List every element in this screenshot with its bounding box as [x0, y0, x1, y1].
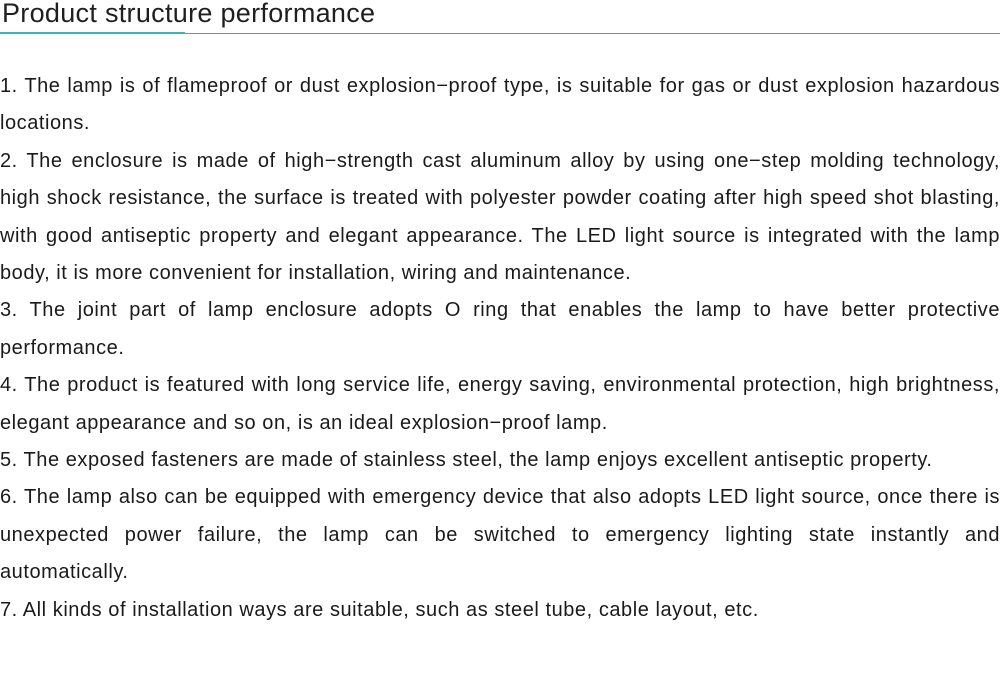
section-header — [0, 0, 1000, 36]
feature-item-3: 3. The joint part of lamp enclosure adopts O ring that enables the lamp to have better protective performance. — [0, 299, 1000, 359]
feature-item-1: 1. The lamp is of flameproof or dust explosion−proof type, is suitable for gas or dust explosion hazardous locations. — [0, 75, 1000, 135]
page-title: Product structure performance — [2, 0, 376, 28]
feature-list — [0, 68, 1000, 629]
feature-item-5: 5. The exposed fasteners are made of stainless steel, the lamp enjoys excellent antiseptic property. — [0, 449, 933, 472]
feature-item-4: 4. The product is featured with long service life, energy saving, environmental protection, high brightness, elegant appearance and so on, is an ideal explosion−proof lamp. — [0, 374, 1000, 434]
feature-item-7: 7. All kinds of installation ways are suitable, such as steel tube, cable layout, etc. — [0, 598, 759, 621]
header-accent-bar — [0, 32, 185, 34]
feature-item-6: 6. The lamp also can be equipped with emergency device that also adopts LED light source, once there is unexpected power failure, the lamp can be switched to emergency lighting state instantly and automatically. — [0, 486, 1000, 584]
feature-item-2: 2. The enclosure is made of high−strength cast aluminum alloy by using one−step molding technology, high shock resistance, the surface is treated with polyester powder coating after high speed shot blasting, with good antiseptic property and elegant appearance. The LED light source is integrated with the lamp body, it is more convenient for installation, wiring and maintenance. — [0, 149, 1000, 285]
